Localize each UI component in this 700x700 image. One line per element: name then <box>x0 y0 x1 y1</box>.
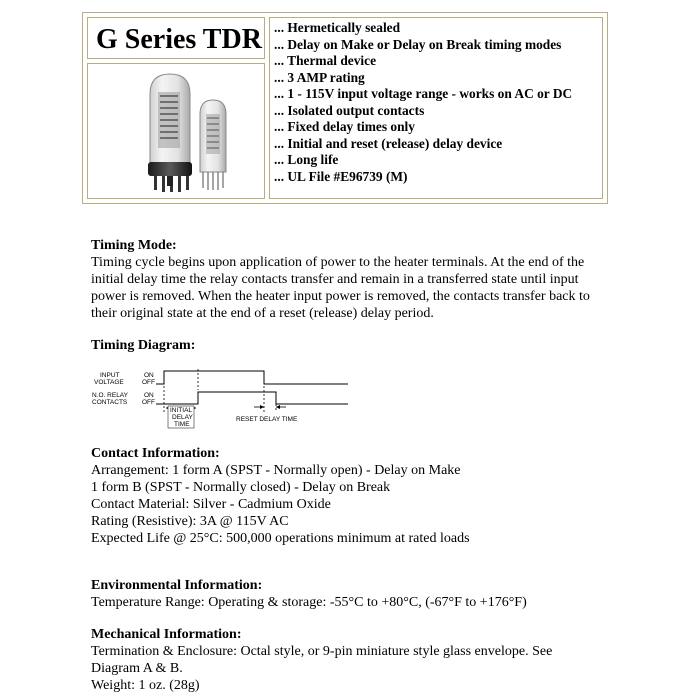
feature-item: ... Initial and reset (release) delay device <box>274 135 503 151</box>
input-label-2: VOLTAGE <box>94 379 124 386</box>
timing-mode-section <box>91 237 631 322</box>
title-cell <box>87 17 265 59</box>
feature-item: ... Long life <box>274 152 339 167</box>
feature-item: ... Delay on Make or Delay on Break timing modes <box>274 36 562 52</box>
feature-item: ... 3 AMP rating <box>274 69 365 85</box>
input-off-label: OFF <box>142 379 155 386</box>
glass-tube-relay-photo <box>88 64 264 198</box>
contact-line: Expected Life @ 25°C: 500,000 operations minimum at rated loads <box>91 531 470 546</box>
timing-mode-line: their original state at the end of a reset (release) delay period. <box>91 306 434 321</box>
product-photo <box>87 63 265 199</box>
input-voltage-waveform <box>156 371 348 384</box>
relay-label-2: CONTACTS <box>92 399 128 406</box>
timing-mode-heading: Timing Mode: <box>91 238 177 253</box>
feature-item: ... UL File #E96739 (M) <box>274 168 408 184</box>
timing-mode-line: power is removed. When the heater input power is removed, the contacts transfer back to <box>91 289 590 304</box>
features-list <box>274 20 572 185</box>
arrow-head <box>260 405 264 409</box>
environmental-section <box>91 577 631 611</box>
mechanical-line: Termination & Enclosure: Octal style, or 9-pin miniature style glass envelope. See <box>91 644 553 659</box>
timing-diagram <box>86 366 356 430</box>
relay-contacts-waveform <box>156 392 348 404</box>
timing-diagram-section <box>91 337 631 354</box>
contact-heading: Contact Information: <box>91 446 220 461</box>
initial-delay-label-1: INITIAL <box>170 407 193 414</box>
arrow-head <box>276 405 280 409</box>
timing-diagram-heading: Timing Diagram: <box>91 338 196 353</box>
contact-section <box>91 445 631 547</box>
contact-line: Contact Material: Silver - Cadmium Oxide <box>91 497 331 512</box>
input-on-label: ON <box>144 372 154 379</box>
mechanical-section <box>91 626 631 694</box>
relay-label-1: N.O. RELAY <box>92 392 129 399</box>
timing-mode-line: initial delay time the relay contacts transfer and remain in a transferred state until input <box>91 272 579 287</box>
contact-line: 1 form B (SPST - Normally closed) - Delay on Break <box>91 480 391 495</box>
reset-delay-label: RESET DELAY TIME <box>236 416 298 423</box>
mechanical-line: Weight: 1 oz. (28g) <box>91 678 200 693</box>
input-label-1: INPUT <box>100 372 120 379</box>
mechanical-line: Diagram A & B. <box>91 661 183 676</box>
initial-delay-label-3: TIME <box>174 421 190 428</box>
feature-item: ... 1 - 115V input voltage range - works on AC or DC <box>274 86 573 101</box>
feature-item: ... Fixed delay times only <box>274 119 415 134</box>
timing-mode-line: Timing cycle begins upon application of power to the heater terminals. At the end of the <box>91 255 585 270</box>
product-header-box <box>82 12 608 204</box>
initial-delay-label-2: DELAY <box>172 414 193 421</box>
product-title: G Series TDR <box>96 24 262 55</box>
mechanical-heading: Mechanical Information: <box>91 627 242 642</box>
environmental-heading: Environmental Information: <box>91 578 263 593</box>
relay-on-label: ON <box>144 392 154 399</box>
environmental-line: Temperature Range: Operating & storage: -55°C to +80°C, (-67°F to +176°F) <box>91 595 527 610</box>
feature-item: ... Hermetically sealed <box>274 20 401 35</box>
features-cell <box>269 17 603 199</box>
feature-item: ... Thermal device <box>274 53 377 68</box>
relay-off-label: OFF <box>142 399 155 406</box>
contact-line: Arrangement: 1 form A (SPST - Normally open) - Delay on Make <box>91 463 461 478</box>
contact-line: Rating (Resistive): 3A @ 115V AC <box>91 514 289 529</box>
feature-item: ... Isolated output contacts <box>274 102 425 118</box>
